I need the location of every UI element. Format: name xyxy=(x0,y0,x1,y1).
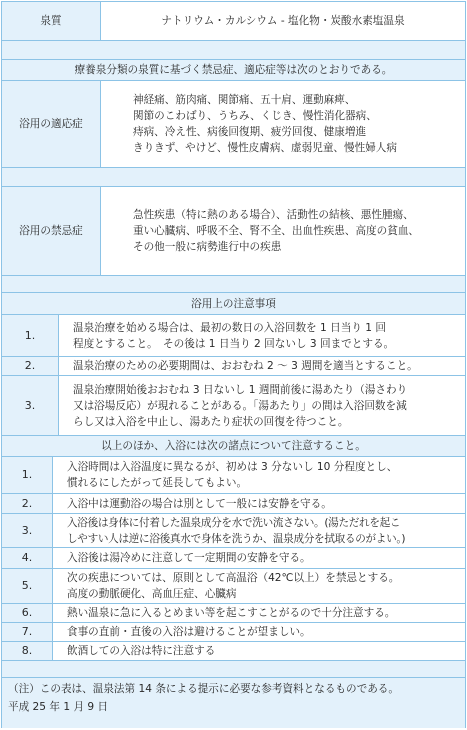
indications-line: 関節のこわばり、うちみ、くじき、慢性消化器病、 xyxy=(133,110,377,122)
other-number: 2. xyxy=(2,494,52,513)
other-line: 入浴後は身体に付着した温泉成分を水で洗い流さない。(湯ただれを起こ xyxy=(67,516,401,529)
other-text xyxy=(52,604,465,622)
other-text xyxy=(52,494,465,513)
spacer xyxy=(2,41,465,60)
contraindications-label: 浴用の禁忌症 xyxy=(2,187,100,275)
precaution-line: 又は浴場反応）が現れることがある。「湯あたり」の間は入浴回数を減 xyxy=(73,399,407,412)
precaution-text xyxy=(58,376,465,435)
other-line: 慣れるにしたがって延長してもよい。 xyxy=(67,477,248,489)
precaution-line: らし又は入浴を中止し、湯あたり症状の回復を待つこと。 xyxy=(73,415,349,428)
precaution-number: 3. xyxy=(2,376,58,435)
precaution-line: 温泉治療開始後おおむね 3 日ないし 1 週間前後に湯あたり（湯さわり xyxy=(73,383,408,396)
other-text xyxy=(52,457,465,493)
other-text xyxy=(52,569,465,603)
other-text xyxy=(52,623,465,641)
precaution-text xyxy=(58,315,465,356)
indications-label: 浴用の適応症 xyxy=(2,81,100,167)
issue-date: 平成 25 年 1 月 9 日 xyxy=(8,701,109,713)
other-number: 5. xyxy=(2,569,52,603)
contraindications-line: その他一般に病勢進行中の疾患 xyxy=(133,241,282,253)
precaution-line: 温泉治療のための必要期間は、おおむね 2 ～ 3 週間を適当とすること。 xyxy=(73,360,418,372)
footnote-area xyxy=(2,678,465,728)
contraindications-line: 重い心臓病、呼吸不全、腎不全、出血性疾患、高度の貧血、 xyxy=(133,225,420,237)
indications-row xyxy=(2,81,465,168)
spacer xyxy=(2,661,465,678)
other-item xyxy=(2,569,465,604)
other-line: 入浴後は湯冷めに注意して一定期間の安静を守る。 xyxy=(67,552,311,564)
contraindications-text xyxy=(100,187,465,275)
other-text xyxy=(52,642,465,660)
precaution-number: 1. xyxy=(2,315,58,356)
spacer xyxy=(2,168,465,187)
other-line: しやすい人は逆に浴後真水で身体を洗うか、温泉成分を拭取るのがよい。) xyxy=(67,532,406,545)
other-precautions-title: 以上のほか、入浴には次の諸点について注意すること。 xyxy=(2,436,465,457)
footnote-text: （注）この表は、温泉法第 14 条による提示に必要な参考資料となるものである。 xyxy=(8,683,399,695)
other-number: 7. xyxy=(2,623,52,641)
contraindications-row xyxy=(2,187,465,276)
precaution-item xyxy=(2,315,465,357)
other-number: 8. xyxy=(2,642,52,660)
other-line: 熱い温泉に急に入るとめまい等を起こすことがるので十分注意する。 xyxy=(67,607,396,619)
precaution-text xyxy=(58,357,465,375)
other-number: 6. xyxy=(2,604,52,622)
other-text xyxy=(52,548,465,568)
other-line: 飲酒しての入浴は特に注意する xyxy=(67,645,216,657)
other-line: 入浴中は運動浴の場合は別として一般には安静を守る。 xyxy=(67,497,332,510)
other-line: 食事の直前・直後の入浴は避けることが望ましい。 xyxy=(67,626,311,638)
precaution-item xyxy=(2,357,465,376)
indications-line: きりきず、やけど、慢性皮膚病、虚弱児童、慢性婦人病 xyxy=(133,142,397,154)
other-line: 次の疾患については、原則として高温浴（42℃以上）を禁忌とする。 xyxy=(67,572,400,584)
indications-line: 痔病、冷え性、病後回復期、疲労回復、健康増進 xyxy=(133,126,367,138)
spring-info-table xyxy=(1,1,466,728)
precaution-number: 2. xyxy=(2,357,58,375)
spring-type-row xyxy=(2,2,465,41)
spacer xyxy=(2,276,465,293)
other-item xyxy=(2,494,465,514)
other-line: 入浴時間は入浴温度に異なるが、初めは 3 分ないし 10 分程度とし、 xyxy=(67,461,398,473)
other-number: 4. xyxy=(2,548,52,568)
other-line: 高度の動脈硬化、高血圧症、心臓病 xyxy=(67,588,237,600)
precautions-title: 浴用上の注意事項 xyxy=(2,293,465,315)
other-item xyxy=(2,604,465,623)
other-item xyxy=(2,457,465,494)
indications-text xyxy=(100,81,465,167)
other-item xyxy=(2,642,465,661)
spring-type-label: 泉質 xyxy=(2,2,100,40)
intro-text: 療養泉分類の泉質に基づく禁忌症、適応症等は次のとおりである。 xyxy=(2,60,465,81)
contraindications-line: 急性疾患（特に熱のある場合）、活動性の結核、悪性腫瘍、 xyxy=(133,209,414,221)
other-number: 1. xyxy=(2,457,52,493)
other-number: 3. xyxy=(2,514,52,547)
other-item xyxy=(2,514,465,548)
spring-type-value: ナトリウム・カルシウム - 塩化物・炭酸水素塩温泉 xyxy=(100,2,465,40)
other-text xyxy=(52,514,465,547)
other-item xyxy=(2,623,465,642)
precaution-line: 程度とすること。 その後は 1 日当り 2 回ないし 3 回までとする。 xyxy=(73,337,395,350)
indications-line: 神経痛、筋肉痛、関節痛、五十肩、運動麻痺、 xyxy=(133,94,356,106)
precaution-item xyxy=(2,376,465,436)
other-item xyxy=(2,548,465,569)
precaution-line: 温泉治療を始める場合は、最初の数日の入浴回数を 1 日当り 1 回 xyxy=(73,321,386,334)
